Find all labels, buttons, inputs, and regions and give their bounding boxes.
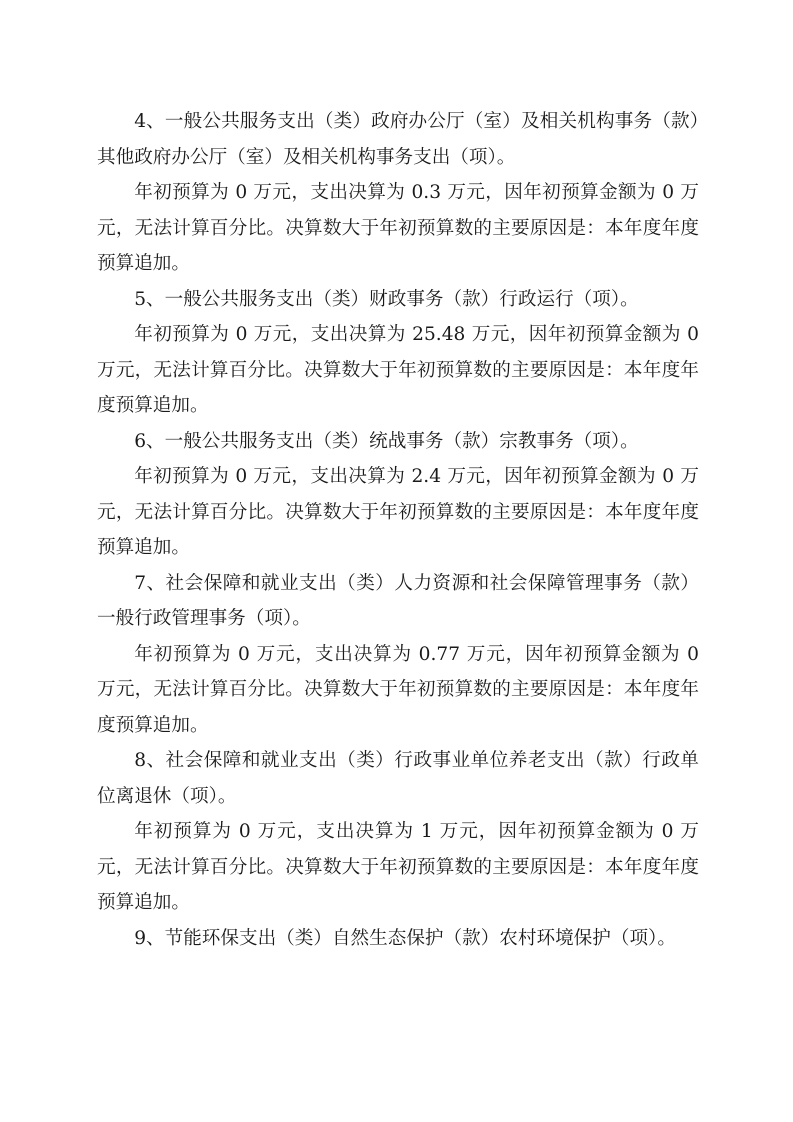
item-8-heading: 8、社会保障和就业支出（类）行政事业单位养老支出（款）行政单位离退休（项）。: [97, 750, 699, 807]
item-7-heading: 7、社会保障和就业支出（类）人力资源和社会保障管理事务（款）一般行政管理事务（项）。: [97, 572, 699, 629]
item-5-heading: 5、一般公共服务支出（类）财政事务（款）行政运行（项）。: [134, 288, 639, 310]
item-4-heading: 4、一般公共服务支出（类）政府办公厅（室）及相关机构事务（款）其他政府办公厅（室）及相关机构事务支出（项）。: [97, 111, 699, 168]
item-4-body: 年初预算为 0 万元，支出决算为 0.3 万元，因年初预算金额为 0 万元，无法计算百分比。决算数大于年初预算数的主要原因是：本年度年度预算追加。: [97, 182, 699, 274]
item-6-body: 年初预算为 0 万元，支出决算为 2.4 万元，因年初预算金额为 0 万元，无法计算百分比。决算数大于年初预算数的主要原因是：本年度年度预算追加。: [97, 466, 699, 558]
item-9-heading: 9、节能环保支出（类）自然生态保护（款）农村环境保护（项）。: [134, 927, 676, 949]
item-8-body: 年初预算为 0 万元，支出决算为 1 万元，因年初预算金额为 0 万元，无法计算百分比。决算数大于年初预算数的主要原因是：本年度年度预算追加。: [97, 821, 699, 913]
item-7-body: 年初预算为 0 万元，支出决算为 0.77 万元，因年初预算金额为 0 万元，无法计算百分比。决算数大于年初预算数的主要原因是：本年度年度预算追加。: [97, 643, 699, 736]
document-body: [97, 104, 699, 956]
item-5-body: 年初预算为 0 万元，支出决算为 25.48 万元，因年初预算金额为 0 万元，无法计算百分比。决算数大于年初预算数的主要原因是：本年度年度预算追加。: [97, 324, 699, 416]
item-6-heading: 6、一般公共服务支出（类）统战事务（款）宗教事务（项）。: [134, 430, 639, 452]
